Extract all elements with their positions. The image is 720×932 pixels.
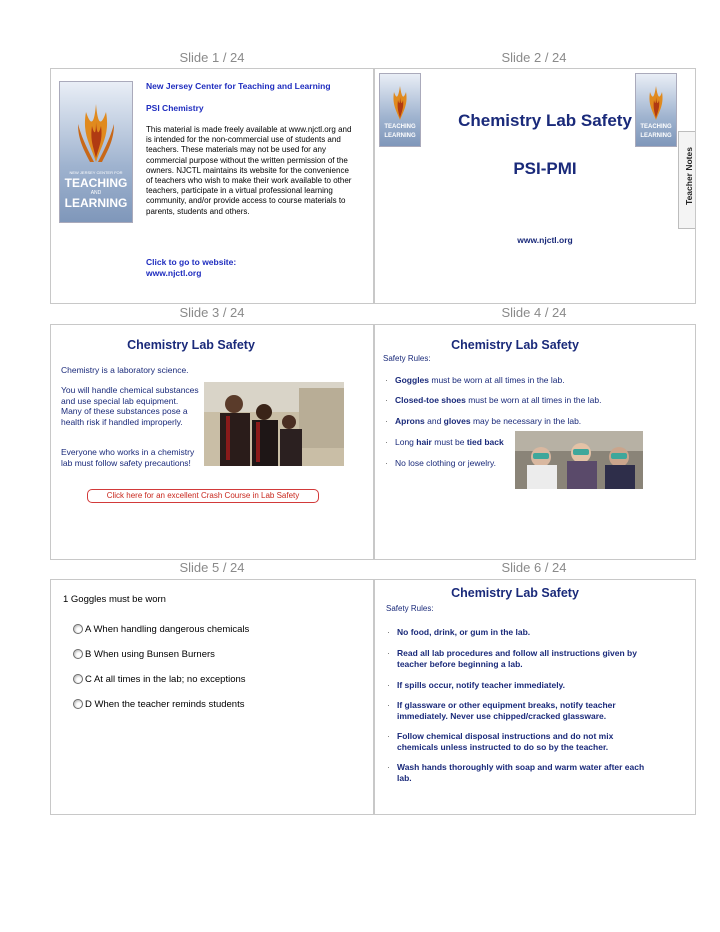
slide-2-url[interactable]: www.njctl.org bbox=[517, 235, 573, 245]
license-text: This material is made freely available at www.njctl.org and is intended for the non-commercial use of students and teachers. These materials may not be used for any commercial purpose without the written permission of the owners. NJCTL maintains its website for the convenience of teachers who wish to make their work available to other teachers, participate in a virtual professional learning community, and/or provide access to course materials to parents, students and others. bbox=[146, 125, 352, 216]
option-c[interactable]: C At all times in the lab; no exceptions bbox=[73, 674, 246, 685]
logo-line-2: TEACHING bbox=[384, 124, 416, 130]
logo-line-1: NEW JERSEY CENTER FOR bbox=[69, 170, 123, 175]
logo-line-3: AND bbox=[90, 190, 102, 196]
flame-torch-icon bbox=[380, 76, 420, 122]
slide-3-paragraph: You will handle chemical substances and use special lab equipment. Many of these substances pose a health risk if handled improperly. bbox=[61, 385, 199, 427]
slide-3[interactable] bbox=[50, 324, 374, 560]
njctl-logo bbox=[59, 81, 133, 223]
teacher-notes-label: Teacher Notes bbox=[684, 147, 694, 205]
students-lab-photo bbox=[204, 382, 344, 466]
slide-1[interactable] bbox=[50, 68, 374, 304]
slide-6[interactable]: Chemistry Lab Safety Safety Rules: · No food, drink, or gum in the lab. · Read all lab procedures and follow all instructions given by teacher before beginning a lab. · If spills occur, notify teacher immediately. · If glassware or other equipment breaks, notify teacher immediately. Never use chipped/cracked glassware. · Follow chemical disposal instructions and do not mix chemicals unless instructed to do so by the teacher. · Wash hands thoroughly with soap and warm water after each lab. bbox=[374, 579, 696, 815]
website-link-label[interactable]: Click to go to website: bbox=[146, 257, 237, 267]
slide-6-heading: Safety Rules: bbox=[386, 604, 434, 613]
slide-2-title: Chemistry Lab Safety bbox=[458, 111, 632, 130]
slide-5-label: Slide 5 / 24 bbox=[179, 560, 245, 575]
slide-3-precautions: Everyone who works in a chemistry lab must follow safety precautions! bbox=[61, 447, 195, 468]
slide-4-heading: Safety Rules: bbox=[383, 354, 431, 363]
slide-1-label: Slide 1 / 24 bbox=[179, 50, 245, 65]
flame-torch-icon bbox=[60, 84, 132, 164]
logo-line-4: LEARNING bbox=[384, 133, 416, 139]
slide-4-title: Chemistry Lab Safety bbox=[451, 338, 579, 352]
radio-b[interactable] bbox=[73, 649, 83, 659]
option-b[interactable]: B When using Bunsen Burners bbox=[73, 649, 215, 660]
website-link[interactable]: www.njctl.org bbox=[146, 268, 202, 278]
slide-3-label: Slide 3 / 24 bbox=[179, 305, 245, 320]
crash-course-button[interactable] bbox=[87, 489, 319, 503]
option-a[interactable]: A When handling dangerous chemicals bbox=[73, 624, 249, 635]
logo-line-2: TEACHING bbox=[64, 176, 128, 190]
njctl-logo-left bbox=[379, 73, 421, 147]
slide-3-intro: Chemistry is a laboratory science. bbox=[61, 365, 189, 375]
radio-c[interactable] bbox=[73, 674, 83, 684]
org-name: New Jersey Center for Teaching and Learning bbox=[146, 81, 331, 91]
slide-2[interactable] bbox=[374, 68, 696, 304]
slide-3-title: Chemistry Lab Safety bbox=[127, 338, 255, 352]
slide-4-label: Slide 4 / 24 bbox=[501, 305, 567, 320]
crash-course-label: Click here for an excellent Crash Course in Lab Safety bbox=[106, 491, 300, 500]
question-text: 1 Goggles must be worn bbox=[63, 594, 166, 605]
goggles-students-photo bbox=[515, 431, 643, 489]
slide-6-title: Chemistry Lab Safety bbox=[451, 586, 579, 600]
option-d[interactable]: D When the teacher reminds students bbox=[73, 699, 244, 710]
logo-line-2: TEACHING bbox=[640, 124, 672, 130]
slide-2-subtitle: PSI-PMI bbox=[513, 159, 577, 178]
slide-5[interactable] bbox=[50, 579, 374, 815]
slide-6-label: Slide 6 / 24 bbox=[501, 560, 567, 575]
radio-d[interactable] bbox=[73, 699, 83, 709]
course-name: PSI Chemistry bbox=[146, 103, 204, 113]
njctl-logo-right bbox=[635, 73, 677, 147]
slide-2-label: Slide 2 / 24 bbox=[501, 50, 567, 65]
logo-line-4: LEARNING bbox=[64, 196, 128, 210]
radio-a[interactable] bbox=[73, 624, 83, 634]
logo-line-4: LEARNING bbox=[640, 133, 672, 139]
teacher-notes-tab[interactable] bbox=[678, 131, 696, 229]
slide-4[interactable]: Chemistry Lab Safety Safety Rules: · Goggles must be worn at all times in the lab. · Closed-toe shoes must be worn at all times in the lab. · Aprons and gloves may be necessary in the lab. · Long hair must be tied back · No lose clothing or jewelry. bbox=[374, 324, 696, 560]
